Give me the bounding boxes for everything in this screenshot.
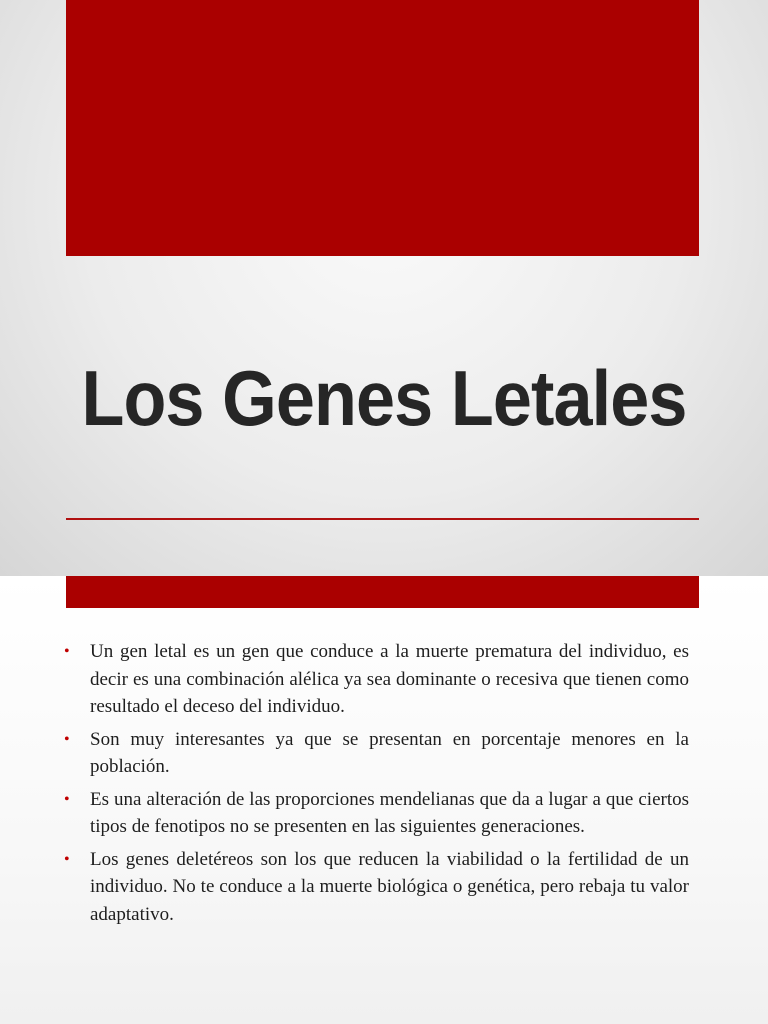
content-slide xyxy=(0,576,768,1024)
bullet-icon: • xyxy=(64,643,70,660)
slide-title: Los Genes Letales xyxy=(81,354,687,443)
bullet-icon: • xyxy=(64,730,70,748)
red-header-band xyxy=(66,576,699,608)
list-item xyxy=(64,786,689,841)
bullet-text: Los genes deletéreos son los que reducen la viabilidad o la fertilidad de un individuo. No te conduce a la muerte biológica o genética, pero rebaja tu valor adaptativo. xyxy=(90,848,689,925)
bullet-list xyxy=(64,638,689,933)
red-header-block xyxy=(66,0,699,256)
list-item xyxy=(64,726,689,781)
bullet-icon: • xyxy=(64,790,70,808)
bullet-text: Son muy interesantes ya que se presentan en porcentaje menores en la población. xyxy=(90,728,689,777)
bullet-icon: • xyxy=(64,850,70,868)
title-underline xyxy=(66,518,699,520)
bullet-text: Un gen letal es un gen que conduce a la muerte prematura del individuo, es decir es una combinación alélica ya sea dominante o recesiva que tienen como resultado el deceso del individuo. xyxy=(90,641,689,717)
list-item xyxy=(64,638,689,721)
list-item xyxy=(64,846,689,929)
bullet-text: Es una alteración de las proporciones mendelianas que da a lugar a que ciertos tipos de fenotipos no se presenten en las siguientes generaciones. xyxy=(90,788,689,837)
